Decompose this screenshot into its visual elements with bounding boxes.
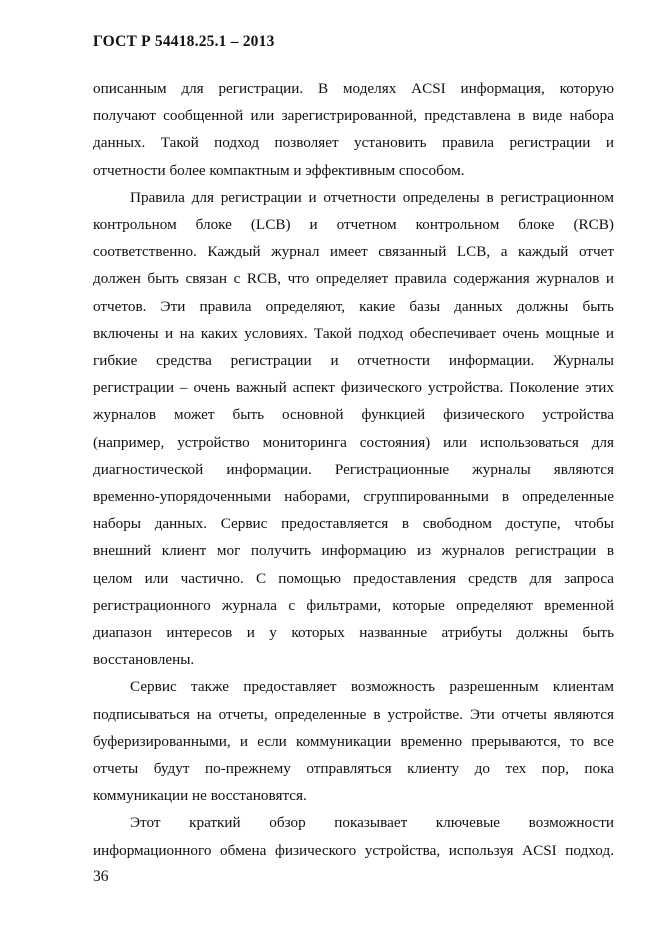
text-line: коммуникации не восстановятся. — [93, 787, 307, 805]
text-line: диапазон интересов и у которых названные атрибуты должны быть — [93, 624, 614, 642]
paragraph-2 — [93, 184, 614, 674]
text-line: описанным для регистрации. В моделях ACSI информация, которую — [93, 80, 614, 97]
text-line: данных. Такой подход позволяет установить правила регистрации и — [93, 134, 614, 152]
text-line: отчеты будут по-прежнему отправляться клиенту до тех пор, пока — [93, 760, 614, 778]
page-number: 36 — [93, 868, 109, 885]
text-line: включены и на каких условиях. Такой подход обеспечивает очень мощные и — [93, 324, 614, 342]
text-line: соответственно. Каждый журнал имеет связанный LCB, а каждый отчет — [93, 243, 614, 261]
paragraph-4 — [93, 809, 614, 863]
document-header: ГОСТ Р 54418.25.1 – 2013 — [93, 33, 275, 50]
text-line: буферизированными, и если коммуникации временно прерываются, то все — [93, 732, 614, 750]
text-line: диагностической информации. Регистрационные журналы являются — [93, 460, 614, 478]
text-line: подписываться на отчеты, определенные в устройстве. Эти отчеты являются — [93, 705, 614, 723]
text-line: получают сообщенной или зарегистрированной, представлена в виде набора — [93, 107, 614, 125]
text-line: внешний клиент мог получить информацию из журналов регистрации в — [93, 542, 614, 560]
text-line: (например, устройство мониторинга состояния) или использоваться для — [93, 433, 614, 451]
text-line: журналов может быть основной функцией физического устройства — [93, 406, 614, 424]
text-line: должен быть связан с RCB, что определяет правила содержания журналов и — [93, 270, 614, 288]
paragraph-1 — [93, 75, 614, 184]
text-line: отчетности более компактным и эффективным способом. — [93, 161, 465, 179]
text-line: Сервис также предоставляет возможность разрешенным клиентам — [130, 678, 614, 696]
text-line: регистрационного журнала с фильтрами, которые определяют временной — [93, 596, 614, 614]
text-line: наборы данных. Сервис предоставляется в свободном доступе, чтобы — [93, 515, 614, 533]
text-line: гибкие средства регистрации и отчетности информации. Журналы — [93, 352, 614, 370]
document-body — [93, 75, 614, 864]
text-line: отчетов. Эти правила определяют, какие базы данных должны быть — [93, 297, 614, 315]
paragraph-3 — [93, 673, 614, 809]
text-line: регистрации – очень важный аспект физического устройства. Поколение этих — [93, 379, 614, 397]
text-line: целом или частично. С помощью предоставления средств для запроса — [93, 569, 614, 587]
text-line: информационного обмена физического устройства, используя ACSI подход. — [93, 841, 614, 859]
text-line: контрольном блоке (LCB) и отчетном контрольном блоке (RCB) — [93, 216, 614, 234]
text-line: Правила для регистрации и отчетности определены в регистрационном — [130, 188, 614, 206]
text-line: восстановлены. — [93, 651, 195, 669]
text-line: временно-упорядоченными наборами, сгруппированными в определенные — [93, 488, 614, 506]
text-line: Этот краткий обзор показывает ключевые возможности — [130, 814, 614, 832]
